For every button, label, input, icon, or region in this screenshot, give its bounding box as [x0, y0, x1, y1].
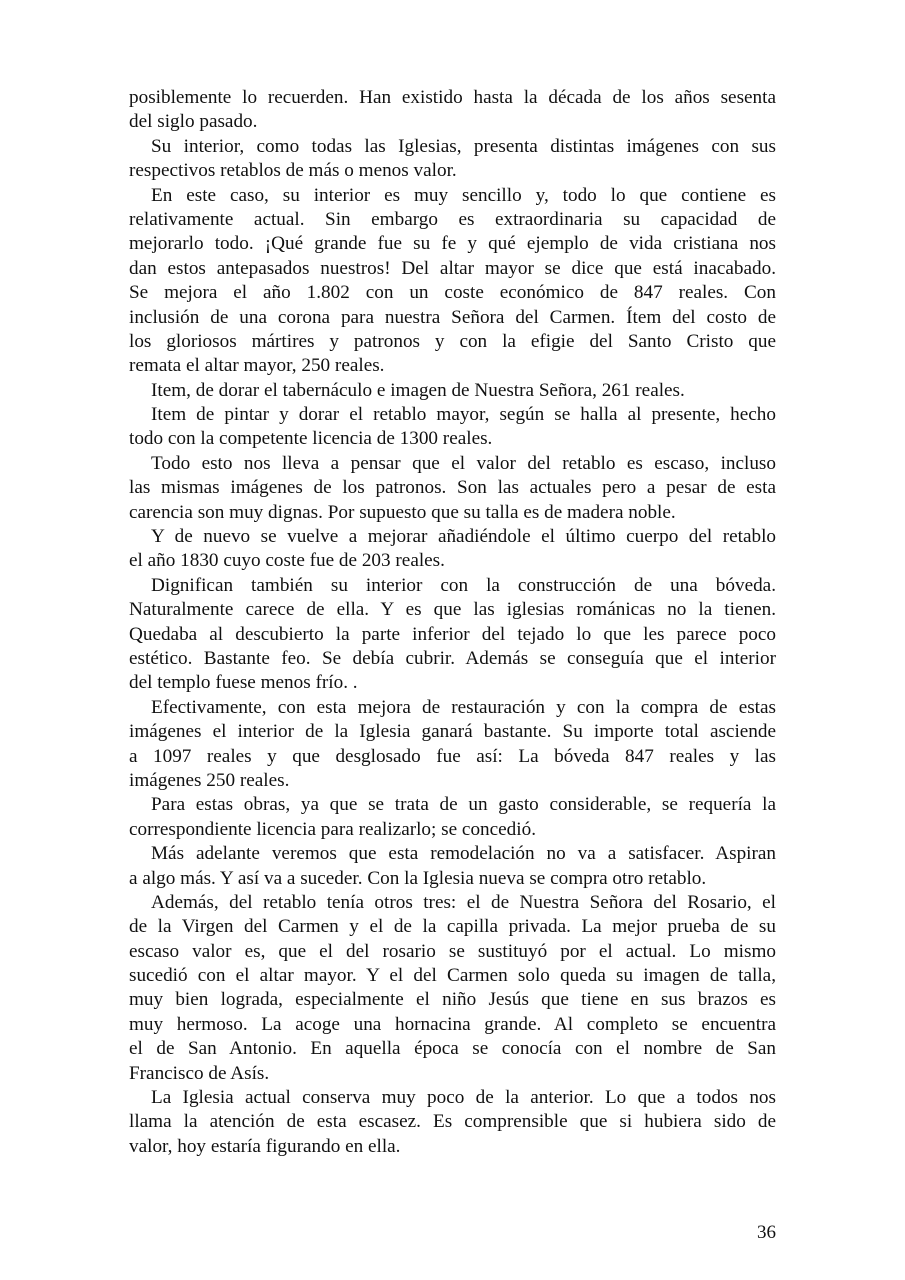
paragraph: [129, 574, 776, 696]
text-line: imágenes el interior de la Iglesia ganará bastante. Su importe total asciende: [129, 721, 776, 743]
text-line: relativamente actual. Sin embargo es extraordinaria su capacidad de: [129, 208, 776, 230]
text-line: Además, del retablo tenía otros tres: el de Nuestra Señora del Rosario, el: [151, 891, 776, 913]
text-line: de la Virgen del Carmen y el de la capilla privada. La mejor prueba de su: [129, 916, 776, 938]
paragraph: [129, 86, 776, 135]
text-line: del siglo pasado.: [129, 111, 258, 133]
page-number: 36: [757, 1222, 776, 1243]
text-line: a 1097 reales y que desglosado fue así: La bóveda 847 reales y las: [129, 745, 776, 767]
text-line: Dignifican también su interior con la construcción de una bóveda.: [151, 574, 776, 596]
text-line: dan estos antepasados nuestros! Del altar mayor se dice que está inacabado.: [129, 257, 776, 279]
text-line: todo con la competente licencia de 1300 reales.: [129, 428, 493, 450]
text-line: las mismas imágenes de los patronos. Son las actuales pero a pesar de esta: [129, 477, 776, 499]
text-line: mejorarlo todo. ¡Qué grande fue su fe y qué ejemplo de vida cristiana nos: [129, 233, 776, 255]
text-line: el año 1830 cuyo coste fue de 203 reales.: [129, 550, 445, 572]
text-line: respectivos retablos de más o menos valor.: [129, 160, 457, 182]
text-line: Naturalmente carece de ella. Y es que las iglesias románicas no la tienen.: [129, 599, 776, 621]
paragraph: [129, 696, 776, 794]
text-line: Más adelante veremos que esta remodelación no va a satisfacer. Aspiran: [151, 843, 776, 865]
text-line: el de San Antonio. En aquella época se conocía con el nombre de San: [129, 1038, 776, 1060]
text-line: Quedaba al descubierto la parte inferior del tejado lo que les parece poco: [129, 623, 776, 645]
text-line: Se mejora el año 1.802 con un coste económico de 847 reales. Con: [129, 282, 776, 304]
text-line: muy hermoso. La acoge una hornacina grande. Al completo se encuentra: [129, 1013, 776, 1035]
paragraph: [129, 793, 776, 842]
text-line: Francisco de Asís.: [129, 1062, 270, 1084]
text-line: a algo más. Y así va a suceder. Con la Iglesia nueva se compra otro retablo.: [129, 867, 707, 889]
text-line: imágenes 250 reales.: [129, 769, 290, 791]
text-line: escaso valor es, que el del rosario se sustituyó por el actual. Lo mismo: [129, 940, 776, 962]
text-line: La Iglesia actual conserva muy poco de la anterior. Lo que a todos nos: [151, 1087, 776, 1109]
text-line: carencia son muy dignas. Por supuesto que su talla es de madera noble.: [129, 501, 676, 523]
body-text: [129, 86, 776, 1159]
text-line: muy bien lograda, especialmente el niño Jesús que tiene en sus brazos es: [129, 989, 776, 1011]
text-line: posiblemente lo recuerden. Han existido hasta la década de los años sesenta: [129, 87, 776, 108]
paragraph: [129, 842, 776, 891]
text-line: inclusión de una corona para nuestra Señora del Carmen. Ítem del costo de: [129, 306, 776, 328]
paragraph: [129, 452, 776, 525]
text-line: correspondiente licencia para realizarlo; se concedió.: [129, 818, 536, 840]
text-line: los gloriosos mártires y patronos y con la efigie del Santo Cristo que: [129, 330, 776, 352]
paragraph: [129, 184, 776, 379]
text-line: Todo esto nos lleva a pensar que el valor del retablo es escaso, incluso: [151, 452, 776, 474]
text-line: estético. Bastante feo. Se debía cubrir. Además se conseguía que el interior: [129, 647, 776, 669]
text-line: Item de pintar y dorar el retablo mayor, según se halla al presente, hecho: [151, 404, 776, 426]
text-line: Su interior, como todas las Iglesias, presenta distintas imágenes con sus: [151, 135, 776, 157]
text-line: del templo fuese menos frío. .: [129, 672, 358, 694]
text-line: Efectivamente, con esta mejora de restauración y con la compra de estas: [151, 696, 776, 718]
text-line: Y de nuevo se vuelve a mejorar añadiéndole el último cuerpo del retablo: [151, 526, 776, 548]
text-line: valor, hoy estaría figurando en ella.: [129, 1135, 401, 1157]
paragraph: [129, 891, 776, 1086]
paragraph: [129, 403, 776, 452]
text-line: remata el altar mayor, 250 reales.: [129, 355, 385, 377]
paragraph: [129, 525, 776, 574]
text-line: llama la atención de esta escasez. Es comprensible que si hubiera sido de: [129, 1111, 776, 1133]
paragraph: [129, 1086, 776, 1159]
text-line: Para estas obras, ya que se trata de un gasto considerable, se requería la: [151, 794, 776, 816]
paragraph: [129, 379, 776, 403]
text-line: sucedió con el altar mayor. Y el del Carmen solo queda su imagen de talla,: [129, 965, 776, 987]
paragraph: [129, 135, 776, 184]
text-line: Item, de dorar el tabernáculo e imagen de Nuestra Señora, 261 reales.: [151, 379, 685, 401]
text-line: En este caso, su interior es muy sencillo y, todo lo que contiene es: [151, 184, 776, 206]
